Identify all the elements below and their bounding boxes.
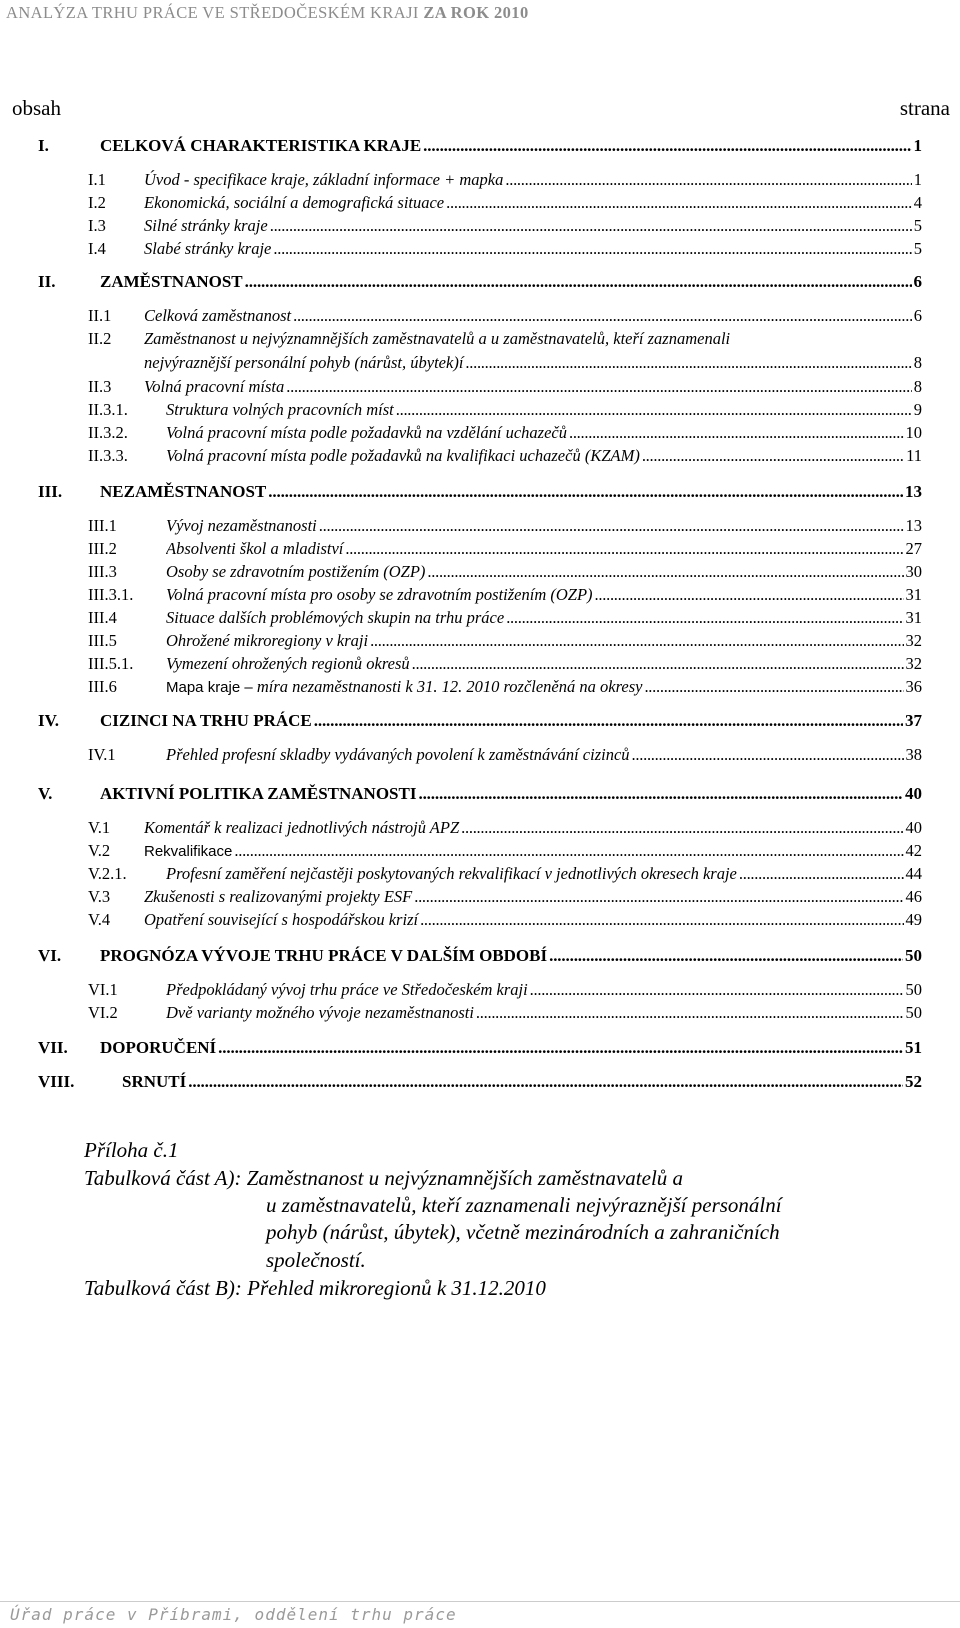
toc-entry-number: VIII.	[38, 1072, 75, 1091]
toc-entry-number: II.1	[88, 306, 112, 325]
toc-entry-page: 52	[905, 1072, 922, 1091]
toc-entry-title: Přehled profesní skladby vydávaných povolení k zaměstnávání cizinců	[166, 745, 630, 764]
toc-entry-title: ZAMĚSTNANOST	[100, 272, 243, 291]
toc-entry-number: III.4	[88, 608, 117, 627]
toc-leader-dots	[188, 1072, 903, 1092]
toc-entry-title: CELKOVÁ CHARAKTERISTIKA KRAJE	[100, 136, 422, 155]
toc-entry-number: VI.	[38, 946, 62, 965]
annex-a-line2: u zaměstnavatelů, kteří zaznamenali nejvýraznější personální	[266, 1193, 782, 1217]
toc-entry-number: VII.	[38, 1038, 68, 1057]
toc-leader-dots	[414, 887, 903, 907]
annex-title: Příloha č.1	[84, 1138, 179, 1162]
toc-entry-page: 31	[905, 585, 922, 604]
toc-entry-number: IV.1	[88, 745, 116, 764]
toc-entry-title: Struktura volných pracovních míst	[166, 400, 394, 419]
toc-leader-dots	[530, 980, 904, 1000]
toc-entry-number: I.2	[88, 193, 106, 212]
toc-entry-number: VI.1	[88, 980, 118, 999]
toc-leader-dots	[427, 562, 903, 582]
toc-entry-number: I.1	[88, 170, 106, 189]
toc-entry-title: Úvod - specifikace kraje, základní informace + mapka	[144, 170, 504, 189]
toc-entry-number: III.6	[88, 677, 117, 696]
toc-entry-title: Profesní zaměření nejčastěji poskytovaných rekvalifikací v jednotlivých okresech kraje	[166, 864, 737, 883]
header-title: ANALÝZA TRHU PRÁCE VE STŘEDOČESKÉM KRAJI	[6, 3, 419, 22]
toc-entry-title: NEZAMĚSTNANOST	[100, 482, 267, 501]
toc-entry-title: Vymezení ohrožených regionů okresů	[166, 654, 410, 673]
toc-entry-number: III.2	[88, 539, 117, 558]
toc-entry-page: 13	[905, 482, 922, 501]
toc-leader-dots	[273, 239, 911, 259]
toc-leader-dots	[268, 482, 903, 502]
toc-entry-page: 10	[905, 423, 922, 442]
toc-entry-page: 37	[905, 711, 922, 730]
toc-leader-dots	[569, 423, 904, 443]
toc-leader-dots	[396, 400, 912, 420]
toc-entry-page: 42	[905, 841, 922, 860]
annex-b-line: Tabulková část B): Přehled mikroregionů k 31.12.2010	[84, 1276, 546, 1300]
toc-entry-page: 40	[905, 818, 922, 837]
toc-entry-number: V.4	[88, 910, 111, 929]
annex-a-first-line	[84, 1166, 683, 1191]
annex-a-line4: společností.	[266, 1248, 366, 1272]
toc-entry-title: Zaměstnanost u nejvýznamnějších zaměstnavatelů a u zaměstnavatelů, kteří zaznamenali	[144, 329, 731, 348]
toc-leader-dots	[423, 136, 911, 156]
toc-entry-number: III.3.1.	[88, 585, 134, 604]
toc-entry-page: 50	[905, 980, 922, 999]
toc-entry-title: Předpokládaný vývoj trhu práce ve Středočeském kraji	[166, 980, 528, 999]
toc-entry-page: 31	[905, 608, 922, 627]
toc-leader-dots	[642, 446, 904, 466]
toc-entry-title: CIZINCI NA TRHU PRÁCE	[100, 711, 312, 730]
toc-entry-title: Dvě varianty možného vývoje nezaměstnanosti	[166, 1003, 474, 1022]
toc-entry-number: II.3.1.	[88, 400, 128, 419]
toc-entry-page: 36	[905, 677, 922, 696]
annex-a-label: Tabulková část A):	[84, 1166, 242, 1190]
toc-entry-number: III.5	[88, 631, 117, 650]
toc-leader-dots	[345, 539, 903, 559]
toc-leader-dots	[549, 946, 903, 966]
toc-entry-page: 51	[905, 1038, 922, 1057]
toc-entry-page: 1	[913, 136, 922, 155]
toc-entry-number: VI.2	[88, 1003, 118, 1022]
toc-leader-dots	[314, 711, 903, 731]
toc-entry-number: I.3	[88, 216, 106, 235]
toc-entry-number: I.4	[88, 239, 106, 258]
toc-entry-page: 8	[913, 377, 922, 396]
toc-leader-dots	[234, 841, 903, 861]
toc-entry-number: V.1	[88, 818, 111, 837]
toc-entry-title: Vývoj nezaměstnanosti	[166, 516, 317, 535]
toc-entry-number: III.5.1.	[88, 654, 134, 673]
toc-entry-page: 9	[913, 400, 922, 419]
toc-entry-number: II.3.3.	[88, 446, 128, 465]
toc-leader-dots	[286, 377, 912, 397]
toc-entry-title: Rekvalifikace	[144, 843, 233, 860]
toc-leader-dots	[476, 1003, 904, 1023]
toc-entry-title: Volná pracovní místa podle požadavků na vzdělání uchazečů	[166, 423, 567, 442]
toc-entry-title: Mapa kraje – míra nezaměstnanosti k 31. 12. 2010 rozčleněná na okresy	[166, 677, 643, 696]
toc-entry-page: 38	[905, 745, 922, 764]
toc-entry-page: 27	[905, 539, 922, 558]
toc-entry-title: Volná pracovní místa podle požadavků na kvalifikaci uchazečů (KZAM)	[166, 446, 640, 465]
toc-entry-title: Celková zaměstnanost	[144, 306, 292, 325]
toc-entry-number: III.	[38, 482, 63, 501]
toc-entry-title: PROGNÓZA VÝVOJE TRHU PRÁCE V DALŠÍM OBDOBÍ	[100, 946, 548, 965]
toc-entry-title: Situace dalších problémových skupin na trhu práce	[166, 608, 505, 627]
annex-a-line3: pohyb (nárůst, úbytek), včetně mezinárodních a zahraničních	[266, 1220, 780, 1244]
toc-entry-page: 30	[905, 562, 922, 581]
toc-leader-dots	[461, 818, 903, 838]
toc-entry-title: Ekonomická, sociální a demografická situace	[144, 193, 445, 212]
toc-leader-dots	[370, 631, 903, 651]
toc-leader-dots	[644, 677, 903, 697]
toc-leader-dots	[465, 353, 911, 373]
toc-entry-number: II.3.2.	[88, 423, 128, 442]
toc-entry-page: 6	[913, 306, 922, 325]
toc-entry-number: V.3	[88, 887, 111, 906]
toc-leader-dots	[446, 193, 912, 213]
annex-a-line1: Zaměstnanost u nejvýznamnějších zaměstnavatelů a	[246, 1166, 684, 1190]
toc-entry-number: II.	[38, 272, 56, 291]
toc-entry-page: 49	[905, 910, 922, 929]
toc-entry-title: Slabé stránky kraje	[144, 239, 272, 258]
toc-header	[12, 96, 950, 121]
toc-entry-page: 11	[906, 446, 922, 465]
toc-entry-title: AKTIVNÍ POLITIKA ZAMĚSTNANOSTI	[100, 784, 417, 803]
toc-leader-dots	[293, 306, 912, 326]
toc-entry-page: 32	[905, 631, 922, 650]
toc-leader-dots	[319, 516, 904, 536]
toc-entry-page: 44	[905, 864, 922, 883]
toc-entry-title: Volná pracovní místa pro osoby se zdravotním postižením (OZP)	[166, 585, 593, 604]
toc-leader-dots	[420, 910, 903, 930]
toc-entry-number: II.2	[88, 329, 112, 348]
toc-leader-dots	[270, 216, 912, 236]
toc-entry-number: III.3	[88, 562, 117, 581]
toc-entry-page: 50	[905, 946, 922, 965]
toc-entry-page: 50	[905, 1003, 922, 1022]
toc-label-page: strana	[899, 96, 950, 120]
toc-leader-dots	[506, 608, 903, 628]
toc-entry-number: I.	[38, 136, 49, 155]
toc-entry-title: Ohrožené mikroregiony v kraji	[166, 631, 369, 650]
toc-entry-title: Opatření související s hospodářskou krizí	[144, 910, 419, 929]
toc-label-contents: obsah	[12, 96, 61, 120]
toc-entry-number: III.1	[88, 516, 117, 535]
header-year: ZA ROK 2010	[423, 3, 529, 22]
toc-leader-dots	[412, 654, 904, 674]
footer-rule	[0, 1601, 960, 1602]
toc-entry-page: 32	[905, 654, 922, 673]
toc-entry-number: V.2	[88, 841, 111, 860]
toc-leader-dots	[595, 585, 904, 605]
toc-entry-page: 5	[913, 216, 922, 235]
toc-leader-dots	[218, 1038, 903, 1058]
running-header	[6, 3, 529, 23]
toc-entry-title: Zkušenosti s realizovanými projekty ESF	[144, 887, 413, 906]
toc-entry-page: 6	[913, 272, 922, 291]
toc-entry-title: SRNUTÍ	[122, 1072, 187, 1091]
toc-entry-title: Absolventi škol a mladiství	[166, 539, 344, 558]
toc-entry-page: 40	[905, 784, 922, 803]
toc-entry-title-continued: nejvýraznější personální pohyb (nárůst, úbytek)í	[144, 353, 464, 372]
toc-entry-number: IV.	[38, 711, 59, 730]
toc-leader-dots	[739, 864, 904, 884]
toc-entry-title: Osoby se zdravotním postižením (OZP)	[166, 562, 426, 581]
toc-entry-page: 13	[905, 516, 922, 535]
toc-entry-page: 4	[913, 193, 922, 212]
toc-entry-number: II.3	[88, 377, 112, 396]
toc-entry-title: DOPORUČENÍ	[100, 1038, 217, 1057]
toc-leader-dots	[418, 784, 903, 804]
toc-leader-dots	[632, 745, 904, 765]
toc-entry-page: 1	[913, 170, 922, 189]
toc-entry-title: Komentář k realizaci jednotlivých nástrojů APZ	[144, 818, 460, 837]
toc-entry-page: 46	[905, 887, 922, 906]
toc-entry-page: 5	[913, 239, 922, 258]
toc-entry-number: V.2.1.	[88, 864, 127, 883]
toc-entry-title: Volná pracovní místa	[144, 377, 285, 396]
toc-leader-dots	[505, 170, 911, 190]
toc-leader-dots	[245, 272, 912, 292]
toc-entry-number: V.	[38, 784, 53, 803]
page-footer: Úřad práce v Příbrami, oddělení trhu práce	[10, 1605, 457, 1624]
toc-entry-page: 8	[913, 353, 922, 372]
toc-entry-title: Silné stránky kraje	[144, 216, 268, 235]
